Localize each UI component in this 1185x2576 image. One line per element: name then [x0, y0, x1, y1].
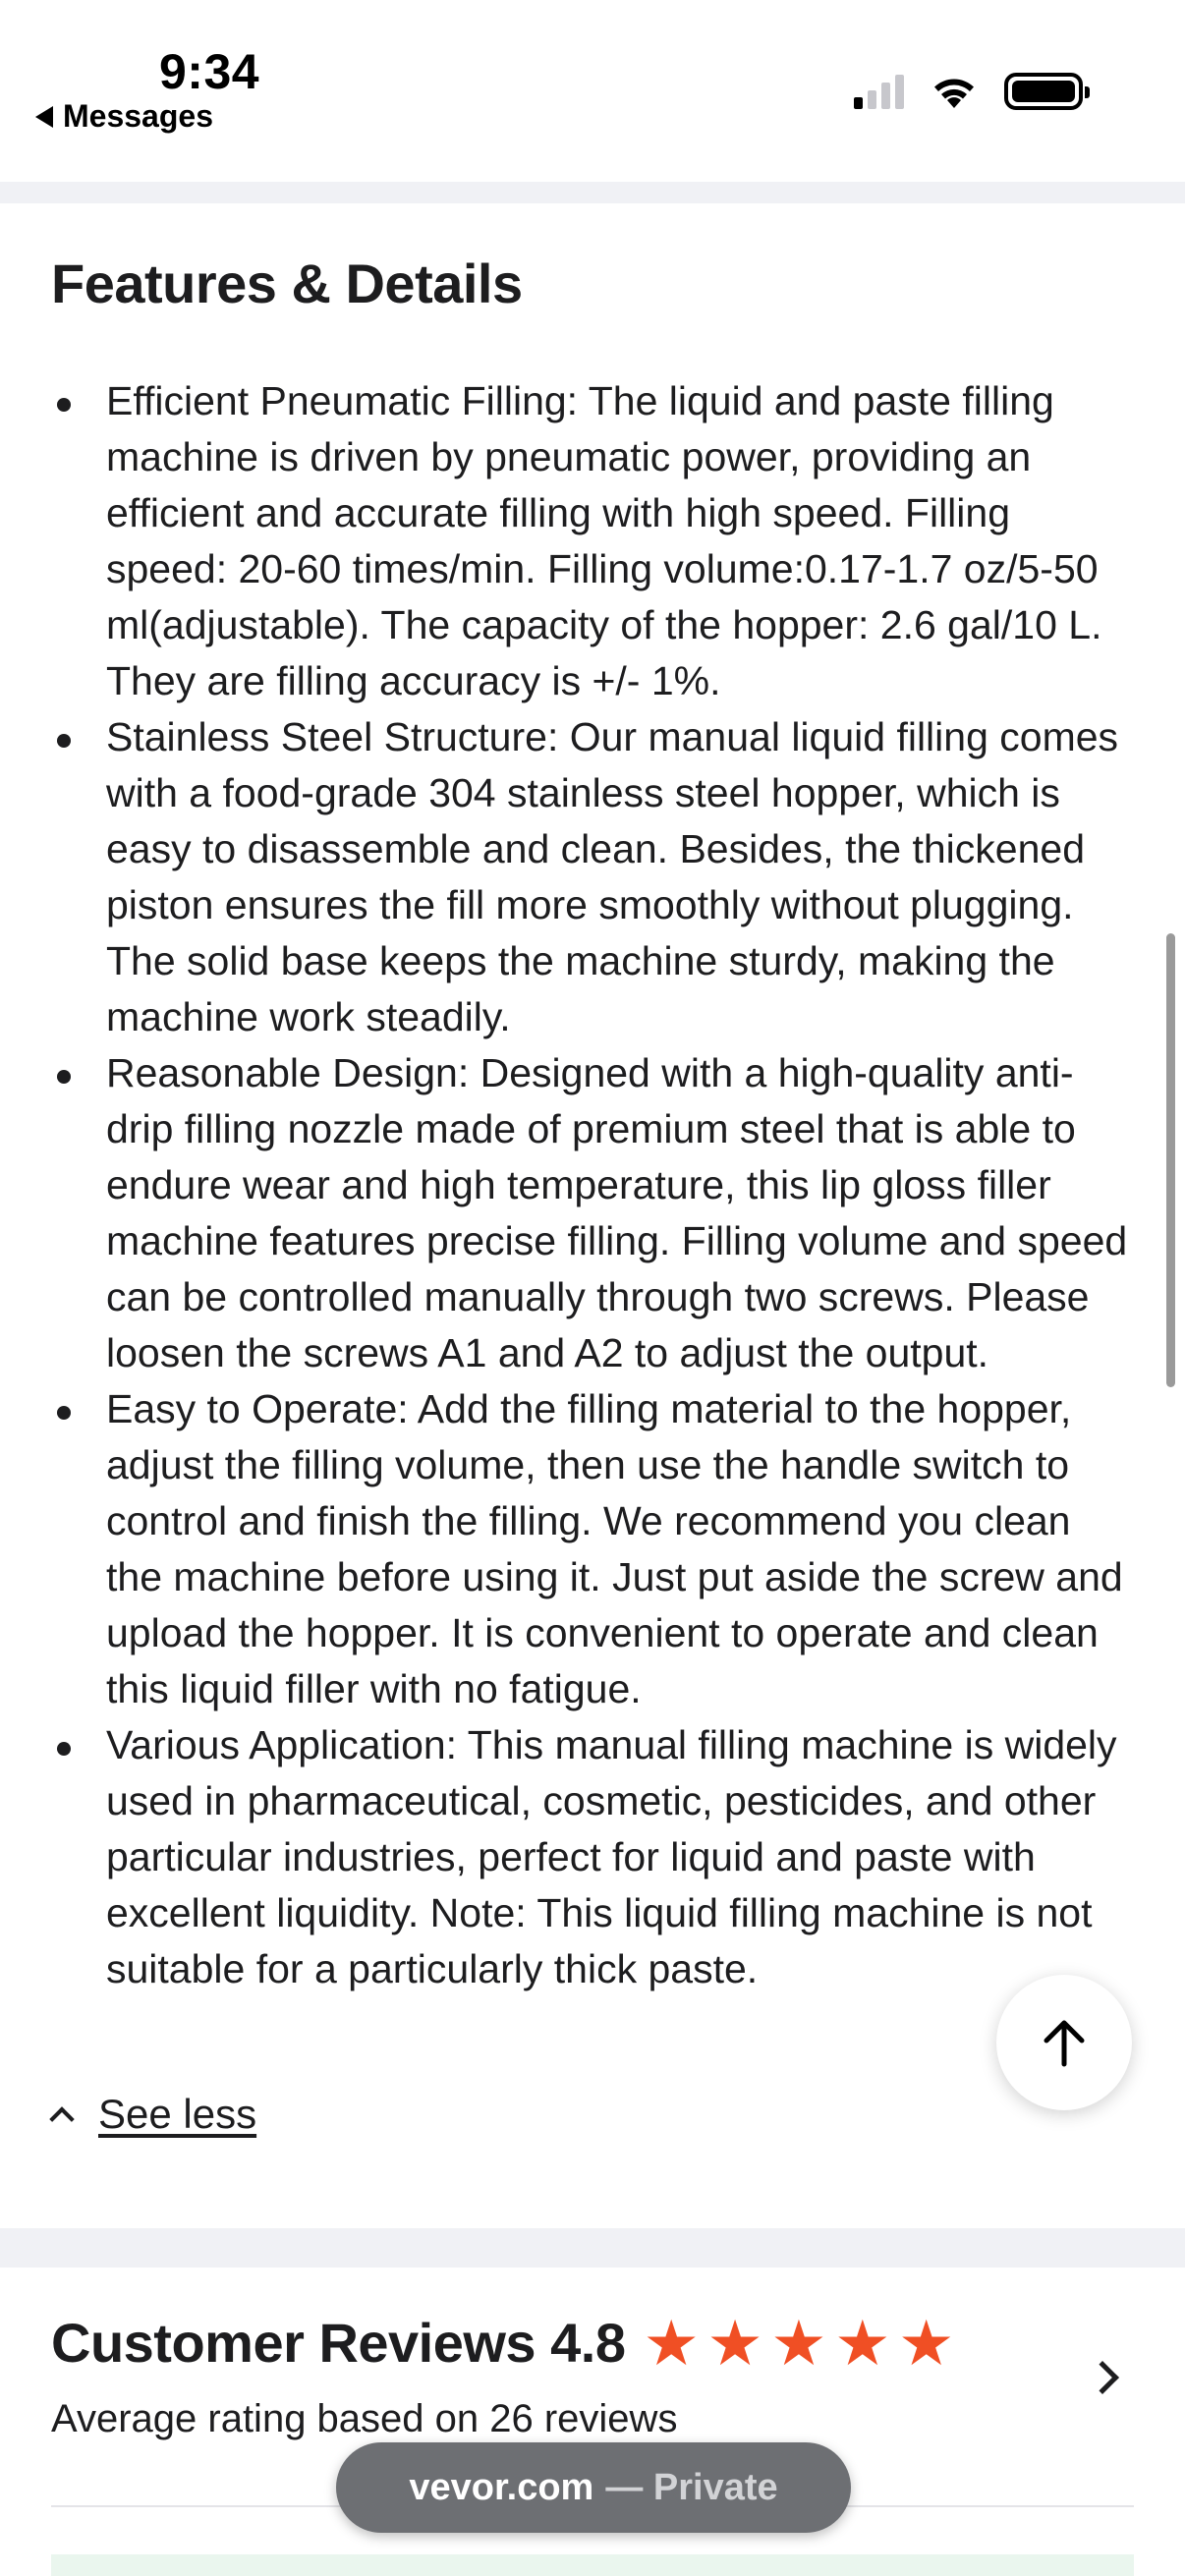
feature-item: Efficient Pneumatic Filling: The liquid and paste filling machine is driven by pneumatic power, providing an efficient and accurate filling with high speed. Filling speed: 20-60 times/min. Filling volume:0.17-1.7 oz/5-50 ml(adjustable). The capacity of the hopper: 2.6 gal/10 L. They are filling accuracy is +/- 1%. — [0, 373, 1185, 709]
star-icon: ★ — [706, 2307, 763, 2379]
arrow-up-icon — [1035, 2013, 1094, 2072]
feature-item: Reasonable Design: Designed with a high-quality anti-drip filling nozzle made of premium steel that is able to endure wear and high temperature, this lip gloss filler machine features precise filling. Filling volume and speed can be controlled manually through two screws. Please loosen the screws A1 and A2 to adjust the output. — [0, 1045, 1185, 1381]
url-host: vevor.com — [409, 2466, 594, 2508]
cellular-signal-icon — [854, 74, 904, 109]
star-icon: ★ — [770, 2307, 827, 2379]
feature-item: Easy to Operate: Add the filling material to the hopper, adjust the filling volume, then use the handle switch to control and finish the filling. We recommend you clean the machine before using it. Just put aside the screw and upload the hopper. It is convenient to operate and clean this liquid filler with no fatigue. — [0, 1381, 1185, 1717]
feature-item: Various Application: This manual filling machine is widely used in pharmaceutical, cosmetic, pesticides, and other particular industries, perfect for liquid and paste with excellent liquidity. Note: This liquid filling machine is not suitable for a particularly thick paste. — [0, 1717, 1185, 1997]
see-less-label: See less — [98, 2091, 257, 2137]
chevron-right-icon[interactable] — [1086, 2361, 1119, 2394]
scroll-to-top-button[interactable] — [996, 1975, 1132, 2110]
features-list — [0, 373, 1185, 1997]
back-label: Messages — [63, 98, 213, 134]
browser-address-pill[interactable] — [336, 2442, 851, 2533]
section-separator — [0, 2228, 1185, 2268]
see-less-button[interactable] — [53, 2091, 256, 2138]
status-time: 9:34 — [159, 44, 260, 99]
chevron-up-icon — [49, 2106, 74, 2131]
customer-reviews-header[interactable] — [51, 2307, 954, 2379]
star-icon: ★ — [897, 2307, 954, 2379]
section-separator — [0, 182, 1185, 203]
wifi-icon — [930, 73, 979, 110]
review-card-top — [51, 2554, 1134, 2576]
status-icons — [854, 73, 1083, 110]
reviews-title: Customer Reviews 4.8 — [51, 2312, 626, 2374]
rating-stars — [643, 2307, 954, 2379]
private-mode-label: — Private — [605, 2466, 778, 2508]
features-title: Features & Details — [51, 252, 523, 314]
reviews-subtitle: Average rating based on 26 reviews — [51, 2397, 678, 2440]
star-icon: ★ — [834, 2307, 890, 2379]
feature-item: Stainless Steel Structure: Our manual liquid filling comes with a food-grade 304 stainless steel hopper, which is easy to disassemble and clean. Besides, the thickened piston ensures the fill more smoothly without plugging. The solid base keeps the machine sturdy, making the machine work steadily. — [0, 709, 1185, 1045]
battery-icon — [1004, 73, 1083, 110]
back-to-messages-link[interactable] — [35, 98, 213, 135]
back-triangle-icon — [35, 106, 53, 128]
page-scrollbar[interactable] — [1166, 933, 1175, 1387]
status-bar — [0, 0, 1185, 182]
star-icon: ★ — [643, 2307, 700, 2379]
